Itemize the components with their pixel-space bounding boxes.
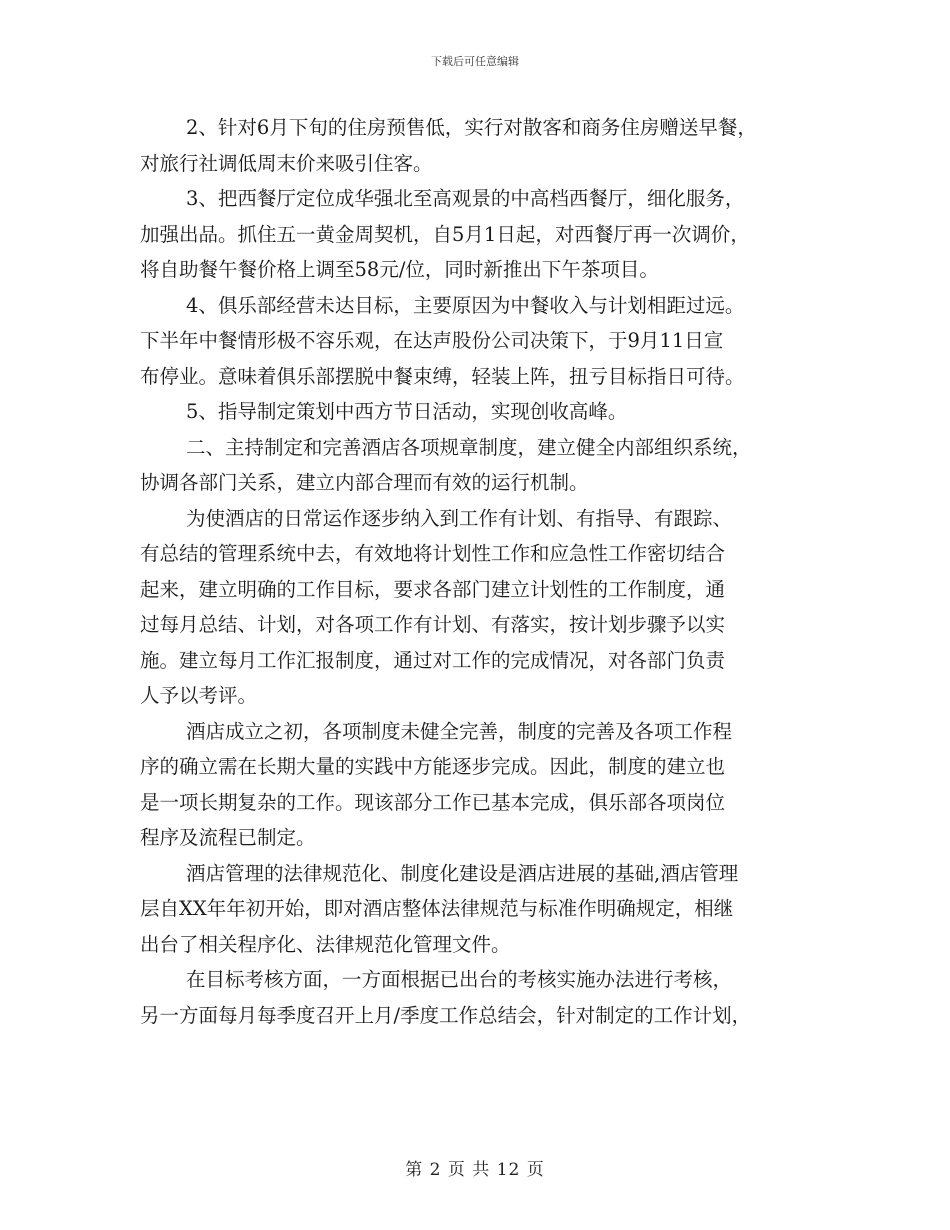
page-header: 下载后可任意编辑 [431,55,519,68]
text-line: 2、针对6月下旬的住房预售低，实行对散客和商务住房赠送早餐， [186,116,757,139]
text-line: 序的确立需在长期大量的实践中方能逐步完成。因此，制度的建立也 [140,755,726,778]
text-line: 酒店成立之初，各项制度未健全完善，制度的完善及各项工作程 [186,719,733,743]
text-line: 程序及流程已制定。 [140,826,316,849]
text-line: 对旅行社调低周末价来吸引住客。 [140,151,433,175]
paragraph-9 [140,962,820,1033]
text-line: 人予以考评。 [140,684,258,707]
paragraph-4 [140,394,820,430]
paragraph-3 [140,288,820,395]
text-line: 二、主持制定和完善酒店各项规章制度，建立健全内部组织系统， [186,435,752,459]
paragraph-7 [140,714,820,856]
paragraph-5 [140,430,820,501]
text-line: 4、俱乐部经营未达目标，主要原因为中餐收入与计划相距过远。 [186,293,745,317]
text-line: 层自XX年年初开始，即对酒店整体法律规范与标准作明确规定，相继 [140,897,734,920]
page-footer: 第 2 页 共 12 页 [405,1160,545,1180]
paragraph-6 [140,501,820,714]
text-line: 是一项长期复杂的工作。现该部分工作已基本完成，俱乐部各项岗位 [140,790,726,814]
paragraph-2 [140,181,820,288]
text-line: 施。建立每月工作汇报制度，通过对工作的完成情况，对各部门负责 [140,648,726,672]
text-line: 协调各部门关系，建立内部合理而有效的运行机制。 [140,471,589,494]
text-line: 有总结的管理系统中去，有效地将计划性工作和应急性工作密切结合 [140,542,726,565]
text-line: 3、把西餐厅定位成华强北至高观景的中高档西餐厅，细化服务， [186,187,745,210]
text-line: 5、指导制定策划中西方节日活动，实现创收高峰。 [186,400,628,423]
text-line: 起来，建立明确的工作目标，要求各部门建立计划性的工作制度，通 [140,577,726,601]
paragraph-8 [140,856,820,963]
text-line: 加强出品。抓住五一黄金周契机，自5月1日起，对西餐厅再一次调价， [140,222,750,246]
text-line: 在目标考核方面，一方面根据已出台的考核实施办法进行考核， [186,968,733,991]
text-line: 下半年中餐情形极不容乐观，在达声股份公司决策下，于9月11日宣 [140,329,724,352]
document-body [140,110,820,1033]
text-line: 另一方面每月每季度召开上月/季度工作总结会，针对制定的工作计划， [140,1003,752,1027]
paragraph-1 [140,110,820,181]
text-line: 布停业。意味着俱乐部摆脱中餐束缚，轻装上阵，扭亏目标指日可待。 [140,364,745,388]
text-line: 过每月总结、计划，对各项工作有计划、有落实，按计划步骤予以实 [140,613,726,636]
text-line: 出台了相关程序化、法律规范化管理文件。 [140,932,511,956]
text-line: 为使酒店的日常运作逐步纳入到工作有计划、有指导、有跟踪、 [186,506,733,530]
text-line: 酒店管理的法律规范化、制度化建设是酒店进展的基础,酒店管理 [186,861,739,885]
text-line: 将自助餐午餐价格上调至58元/位，同时新推出下午茶项目。 [140,258,659,281]
